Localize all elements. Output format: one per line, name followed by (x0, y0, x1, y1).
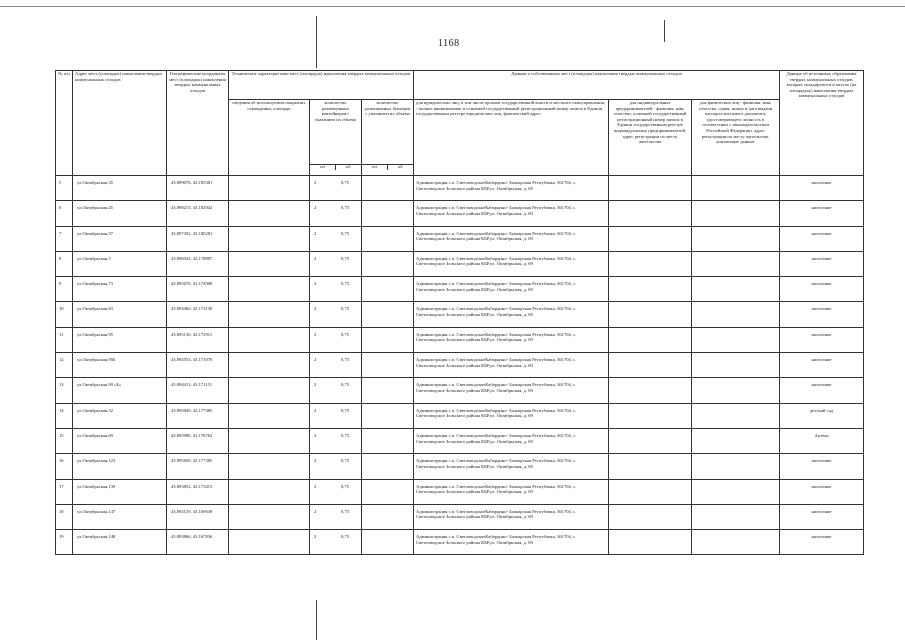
row-surface (229, 251, 310, 276)
header-owner-ip: для индивидуальных предпринимателей - фамилия, имя, отчество, основной государственный регистрационный номер записи в Едином государственном реестре индивидуальных предпринимателей, адрес регистрации по месту жительства (609, 100, 692, 176)
table-row (56, 176, 864, 201)
row-num: 16 (56, 454, 73, 479)
row-address: ул.Октябрьская,99 «Б» (73, 378, 167, 403)
row-coords: 43.895130, 43.172911 (167, 327, 229, 352)
row-source: население (780, 353, 864, 378)
row-containers-volume: 0,75 (341, 255, 350, 261)
row-bunkers (362, 277, 414, 302)
row-containers (310, 277, 362, 302)
row-source: население (780, 504, 864, 529)
row-bunkers (362, 251, 414, 276)
row-containers-volume: 0,75 (341, 508, 350, 514)
row-owner-person (692, 226, 780, 251)
row-containers-count: 2 (314, 306, 317, 312)
unit-bunkers-pcs: шт (363, 165, 388, 170)
row-owner-legal: Администрация с.п. СветловодскоеКабардино- Балкарская Республика, 361704, с. Светловодское Зольского района КБР,ул. Октябрьская, д. 69 (414, 201, 609, 226)
row-owner-legal: Администрация с.п. СветловодскоеКабардино- Балкарская Республика, 361704, с. Светловодское Зольского района КБР,ул. Октябрьская, д. 69 (414, 378, 609, 403)
row-bunkers (362, 403, 414, 428)
row-surface (229, 201, 310, 226)
row-containers-volume: 0,75 (341, 458, 350, 464)
row-address: ул.Октябрьская,35 (73, 176, 167, 201)
table-row (56, 302, 864, 327)
row-owner-ip (609, 277, 692, 302)
row-source: население (780, 327, 864, 352)
row-bunkers (362, 428, 414, 453)
row-source: население (780, 479, 864, 504)
table-row (56, 479, 864, 504)
row-surface (229, 226, 310, 251)
table-body (56, 176, 864, 555)
row-coords: 43.897392, 43.180281 (167, 226, 229, 251)
row-num: 15 (56, 428, 73, 453)
row-address: ул.Октябрьская,95Б (73, 353, 167, 378)
row-address: ул.Октябрьская,5 (73, 251, 167, 276)
table-row (56, 201, 864, 226)
row-surface (229, 302, 310, 327)
row-num: 9 (56, 277, 73, 302)
row-address: ул.Октябрьская,95 (73, 327, 167, 352)
row-address: ул.Октябрьская,139 (73, 479, 167, 504)
row-source: население (780, 454, 864, 479)
table-row (56, 403, 864, 428)
row-bunkers (362, 530, 414, 555)
row-source: население (780, 226, 864, 251)
row-coords: 43.895849, 43.177385 (167, 454, 229, 479)
row-owner-person (692, 378, 780, 403)
row-containers (310, 403, 362, 428)
row-containers-count: 2 (314, 180, 317, 185)
row-address: ул.Октябрьская,57 (73, 226, 167, 251)
row-containers-count: 2 (314, 432, 317, 438)
row-num: 12 (56, 353, 73, 378)
row-coords: 43.894413, 43.171151 (167, 378, 229, 403)
row-bunkers (362, 176, 414, 201)
row-owner-person (692, 277, 780, 302)
row-owner-legal: Администрация с.п. СветловодскоеКабардино- Балкарская Республика, 361704, с. Светловодское Зольского района КБР,ул. Октябрьская, д. 69 (414, 504, 609, 529)
row-num: 7 (56, 226, 73, 251)
row-surface (229, 454, 310, 479)
row-owner-person (692, 251, 780, 276)
row-owner-person (692, 353, 780, 378)
row-bunkers (362, 378, 414, 403)
row-coords: 43.893852, 43.173415 (167, 479, 229, 504)
header-tech-surface: сведения об используемом покрытии, ограждении, площади (229, 100, 310, 176)
row-owner-legal: Администрация с.п. СветловодскоеКабардино- Балкарская Республика, 361704, с. Светловодское Зольского района КБР,ул. Октябрьская, д. 69 (414, 454, 609, 479)
row-num: 13 (56, 378, 73, 403)
row-owner-ip (609, 226, 692, 251)
row-containers (310, 327, 362, 352)
row-num: 14 (56, 403, 73, 428)
row-containers-count: 2 (314, 382, 317, 388)
row-surface (229, 530, 310, 555)
row-owner-person (692, 176, 780, 201)
row-containers-volume: 0,75 (341, 382, 350, 388)
row-source: население (780, 530, 864, 555)
row-containers-volume: 0,75 (341, 357, 350, 363)
row-owner-person (692, 327, 780, 352)
table-row (56, 428, 864, 453)
row-address: ул.Октябрьская,123 (73, 454, 167, 479)
row-address: ул.Октябрьская,148 (73, 530, 167, 555)
row-containers-volume: 0,75 (341, 331, 350, 337)
row-owner-legal: Администрация с.п. СветловодскоеКабардино- Балкарская Республика, 361704, с. Светловодское Зольского района КБР,ул. Октябрьская, д. 69 (414, 251, 609, 276)
row-owner-ip (609, 251, 692, 276)
row-coords: 43.895670, 43.174908 (167, 277, 229, 302)
row-containers-volume: 0,75 (341, 432, 350, 438)
row-surface (229, 479, 310, 504)
row-containers-count: 2 (314, 357, 317, 363)
row-owner-legal: Администрация с.п. СветловодскоеКабардино- Балкарская Республика, 361704, с. Светловодское Зольского района КБР,ул. Октябрьская, д. 69 (414, 176, 609, 201)
row-owner-legal: Администрация с.п. СветловодскоеКабардино- Балкарская Республика, 361704, с. Светловодское Зольского района КБР,ул. Октябрьская, д. 69 (414, 428, 609, 453)
scan-line-vertical-top-right (664, 20, 665, 42)
row-surface (229, 504, 310, 529)
table-row (56, 251, 864, 276)
header-tech: Технические характеристики мест (площадок) накопления твердых коммунальных отходов (229, 71, 414, 100)
row-num: 5 (56, 176, 73, 201)
header-owner-legal: для юридических лиц, в том числе органов государственной власти и местного самоуправления, - полное наименование и основной государственный регистрационный номер записи в Едином государственном реестре юридических лиц, фактический адрес (414, 100, 609, 176)
row-owner-ip (609, 302, 692, 327)
row-containers-count: 2 (314, 508, 317, 514)
table-row (56, 504, 864, 529)
row-bunkers (362, 226, 414, 251)
row-owner-ip (609, 201, 692, 226)
row-source: население (780, 378, 864, 403)
row-containers (310, 378, 362, 403)
row-owner-legal: Администрация с.п. СветловодскоеКабардино- Балкарская Республика, 361704, с. Светловодское Зольского района КБР,ул. Октябрьская, д. 69 (414, 403, 609, 428)
scan-line-vertical-bottom (316, 600, 317, 640)
row-address: ул.Октябрьская,69 (73, 428, 167, 453)
row-source: население (780, 277, 864, 302)
row-containers-volume: 0,75 (341, 407, 350, 413)
row-owner-ip (609, 327, 692, 352)
row-surface (229, 176, 310, 201)
row-bunkers (362, 201, 414, 226)
row-num: 19 (56, 530, 73, 555)
row-num: 11 (56, 327, 73, 352)
row-surface (229, 428, 310, 453)
row-surface (229, 353, 310, 378)
row-address: ул.Октябрьская,147 (73, 504, 167, 529)
row-owner-legal: Администрация с.п. СветловодскоеКабардино- Балкарская Республика, 361704, с. Светловодское Зольского района КБР,ул. Октябрьская, д. 69 (414, 277, 609, 302)
row-bunkers (362, 353, 414, 378)
row-containers (310, 428, 362, 453)
row-surface (229, 378, 310, 403)
row-owner-legal: Администрация с.п. СветловодскоеКабардино- Балкарская Республика, 361704, с. Светловодское Зольского района КБР,ул. Октябрьская, д. 69 (414, 302, 609, 327)
row-containers-volume: 0,75 (341, 534, 350, 540)
row-containers-count: 2 (314, 534, 317, 540)
unit-containers-pcs: шт (311, 165, 336, 170)
row-owner-person (692, 302, 780, 327)
registry-table (55, 70, 864, 555)
row-containers (310, 176, 362, 201)
row-owner-legal: Администрация с.п. СветловодскоеКабардино- Балкарская Республика, 361704, с. Светловодское Зольского района КБР,ул. Октябрьская, д. 69 (414, 327, 609, 352)
row-containers-volume: 0,75 (341, 306, 350, 312)
row-source: население (780, 302, 864, 327)
row-owner-ip (609, 353, 692, 378)
table-row (56, 226, 864, 251)
row-coords: 43.898215, 43.182942 (167, 201, 229, 226)
table-row (56, 530, 864, 555)
row-coords: 43.893866, 43.167836 (167, 530, 229, 555)
table-row (56, 277, 864, 302)
row-containers-count: 2 (314, 483, 317, 489)
scan-line-top-left (0, 6, 905, 7)
header-tech-bunkers: количество размещенных бункеров с указанием их объема (362, 100, 414, 165)
row-owner-legal: Администрация с.п. СветловодскоеКабардино- Балкарская Республика, 361704, с. Светловодское Зольского района КБР,ул. Октябрьская, д. 69 (414, 353, 609, 378)
row-owner-legal: Администрация с.п. СветловодскоеКабардино- Балкарская Республика, 361704, с. Светловодское Зольского района КБР,ул. Октябрьская, д. 69 (414, 530, 609, 555)
row-owner-person (692, 201, 780, 226)
row-containers-volume: 0,75 (341, 281, 350, 287)
row-owner-person (692, 403, 780, 428)
row-coords: 43.894553, 43.171076 (167, 353, 229, 378)
header-sources: Данные об источниках образования твердых коммунальных отходов, которые складируются в местах (на площадках) накопления твердых коммунальных отходов (780, 71, 864, 176)
row-containers-volume: 0,75 (341, 230, 350, 236)
row-surface (229, 277, 310, 302)
row-source: население (780, 201, 864, 226)
table-row (56, 378, 864, 403)
row-containers-count: 2 (314, 205, 317, 211)
row-owner-ip (609, 504, 692, 529)
row-num: 6 (56, 201, 73, 226)
row-surface (229, 403, 310, 428)
row-owner-legal: Администрация с.п. СветловодскоеКабардино- Балкарская Республика, 361704, с. Светловодское Зольского района КБР,ул. Октябрьская, д. 69 (414, 226, 609, 251)
table-row (56, 327, 864, 352)
table-row (56, 454, 864, 479)
scan-line-vertical-top (316, 16, 317, 68)
row-bunkers (362, 454, 414, 479)
row-owner-ip (609, 176, 692, 201)
row-address: ул.Октябрьская,45 (73, 201, 167, 226)
row-owner-ip (609, 428, 692, 453)
row-containers-volume: 0,75 (341, 205, 350, 211)
row-containers (310, 530, 362, 555)
row-owner-ip (609, 403, 692, 428)
row-num: 18 (56, 504, 73, 529)
row-containers-volume: 0,75 (341, 483, 350, 489)
row-containers (310, 353, 362, 378)
row-owner-ip (609, 530, 692, 555)
row-containers-count: 2 (314, 281, 317, 287)
row-coords: 43.895988, 43.176762 (167, 428, 229, 453)
row-owner-person (692, 504, 780, 529)
row-containers (310, 302, 362, 327)
header-containers-units (310, 165, 362, 176)
row-owner-person (692, 428, 780, 453)
row-containers-count: 2 (314, 230, 317, 236)
header-owners: Данные о собственниках мест (площадок) накопления твердых коммунальных отходов (414, 71, 780, 100)
row-owner-ip (609, 454, 692, 479)
header-tech-containers: количество размещенных контейнеров с указанием их объема (310, 100, 362, 165)
row-surface (229, 327, 310, 352)
row-owner-person (692, 530, 780, 555)
row-num: 8 (56, 251, 73, 276)
table-header (56, 71, 864, 176)
row-bunkers (362, 327, 414, 352)
row-owner-person (692, 479, 780, 504)
header-coords: Географические координаты мест (площадок) накопления твердых коммунальных отходов (167, 71, 229, 176)
row-coords: 43.896943, 43.178887 (167, 251, 229, 276)
row-owner-legal: Администрация с.п. СветловодскоеКабардино- Балкарская Республика, 361704, с. Светловодское Зольского района КБР,ул. Октябрьская, д. 69 (414, 479, 609, 504)
row-coords: 43.894139, 43.169638 (167, 504, 229, 529)
row-containers-count: 2 (314, 255, 317, 261)
row-containers-count: 2 (314, 458, 317, 464)
row-containers (310, 454, 362, 479)
page-number: 1168 (438, 38, 460, 49)
row-source: население (780, 176, 864, 201)
unit-containers-m3: м3 (345, 164, 351, 169)
row-num: 10 (56, 302, 73, 327)
header-num: № п/п (56, 71, 73, 176)
row-coords: 43.895849, 43.177385 (167, 403, 229, 428)
row-coords: 43.894460, 43.171130 (167, 302, 229, 327)
row-owner-ip (609, 378, 692, 403)
row-owner-ip (609, 479, 692, 504)
row-source: население (780, 251, 864, 276)
row-address: ул.Октябрьская,73 (73, 277, 167, 302)
row-containers (310, 479, 362, 504)
row-containers-count: 2 (314, 331, 317, 337)
row-containers (310, 504, 362, 529)
row-containers (310, 226, 362, 251)
row-bunkers (362, 504, 414, 529)
row-num: 17 (56, 479, 73, 504)
row-address: ул.Октябрьская,32 (73, 403, 167, 428)
table-row (56, 353, 864, 378)
row-source: детский сад (780, 403, 864, 428)
row-source: Аптека (780, 428, 864, 453)
row-coords: 43.899076, 43.185381 (167, 176, 229, 201)
header-address: Адрес мест (площадок) накопления твердых коммунальных отходов (73, 71, 167, 176)
row-containers-count: 2 (314, 407, 317, 413)
header-owner-person: для физических лиц - фамилия, имя, отчество, серия, номер и дата выдачи паспорта или иного документа, удостоверяющего личность в соответствии с законодательством Российской Федерации, адрес регистрации по месту жительства, контактные данные (692, 100, 780, 176)
row-containers (310, 201, 362, 226)
row-bunkers (362, 479, 414, 504)
row-address: ул.Октябрьская,83 (73, 302, 167, 327)
unit-bunkers-m3: м3 (397, 164, 403, 169)
row-containers-volume: 0,75 (341, 180, 350, 185)
header-bunkers-units (362, 165, 414, 176)
row-containers (310, 251, 362, 276)
row-bunkers (362, 302, 414, 327)
row-owner-person (692, 454, 780, 479)
